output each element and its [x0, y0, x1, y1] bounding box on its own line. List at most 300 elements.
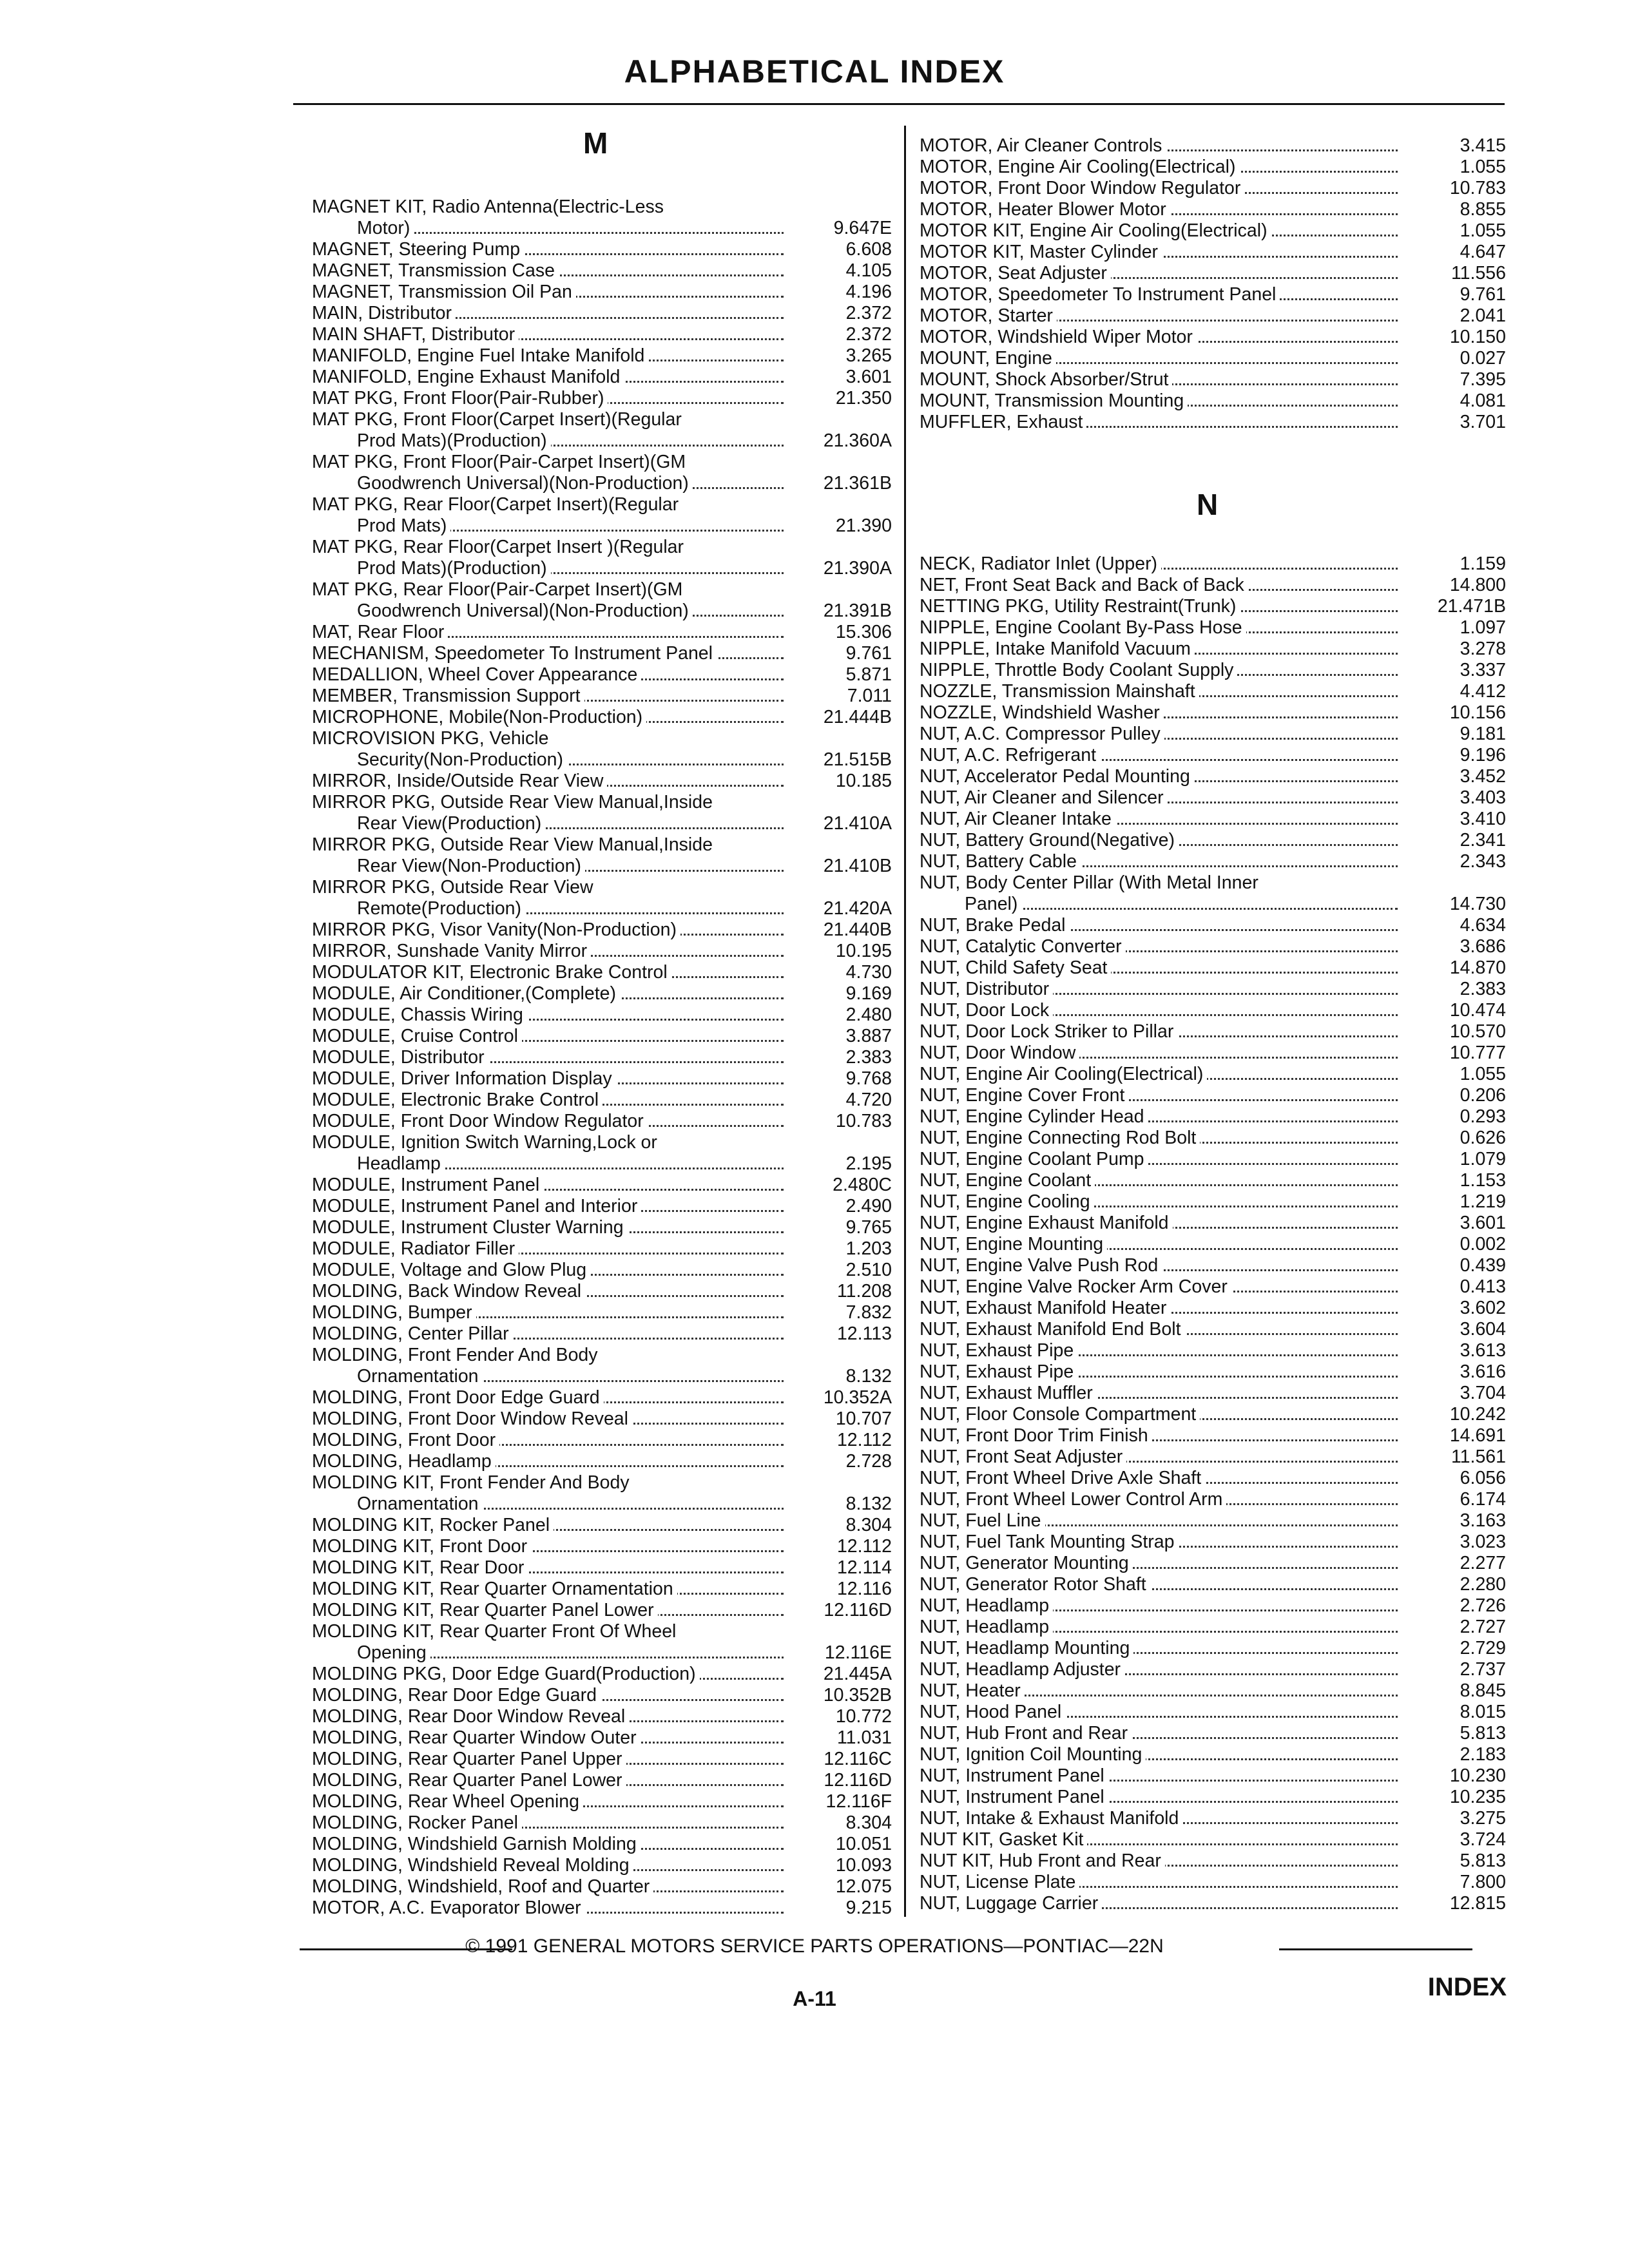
index-entry-text: NUT, Engine Cooling [920, 1191, 1094, 1212]
index-entry-page: 1.055 [1460, 220, 1506, 241]
index-entry-text: MEDALLION, Wheel Cover Appearance [312, 664, 641, 685]
index-entry-text: MOLDING, Center Pillar [312, 1323, 513, 1344]
index-entry-text: NUT, Generator Mounting [920, 1553, 1133, 1573]
index-entry-text: MOLDING, Rear Quarter Window Outer [312, 1727, 641, 1748]
index-entry-page: 3.704 [1460, 1383, 1506, 1403]
index-entry-page: 1.159 [1460, 553, 1506, 574]
index-entry-text: MOTOR, Starter [920, 305, 1057, 326]
index-entry-page: 2.372 [845, 324, 892, 345]
index-entry-text: MODULE, Chassis Wiring [312, 1004, 527, 1025]
index-entry [920, 1468, 1506, 1489]
index-entry-text: MOLDING, Rear Quarter Panel Upper [312, 1749, 626, 1769]
index-entry-text: NUT KIT, Gasket Kit [920, 1829, 1087, 1850]
index-entry [920, 575, 1506, 596]
index-entry-page: 10.783 [835, 1111, 892, 1131]
index-entry [312, 1366, 892, 1387]
index-entry-page: 12.113 [836, 1323, 892, 1344]
index-entry-page: 2.280 [1460, 1574, 1506, 1595]
index-entry-page: 12.116 [836, 1579, 892, 1599]
index-entry [920, 1680, 1506, 1702]
index-entry-text: NOZZLE, Transmission Mainshaft [920, 681, 1199, 702]
index-entry-text: MOTOR, Air Cleaner Controls [920, 135, 1166, 156]
index-entry-page: 5.871 [845, 664, 892, 685]
index-entry-text: NUT, Battery Cable [920, 851, 1081, 872]
index-entry-text: NET, Front Seat Back and Back of Back [920, 575, 1248, 595]
index-entry-text: NUT, Engine Coolant [920, 1170, 1095, 1191]
index-entry-text: MIRROR PKG, Outside Rear View [312, 877, 597, 898]
index-entry-page: 10.772 [835, 1706, 892, 1727]
index-entry [312, 1068, 892, 1090]
index-entry-text: MODULE, Voltage and Glow Plug [312, 1260, 590, 1280]
index-entry-page: 8.132 [845, 1494, 892, 1514]
index-entry [312, 282, 892, 303]
index-entry-page: 2.480C [833, 1175, 892, 1195]
index-entry-page: 3.604 [1460, 1319, 1506, 1340]
index-entry [920, 979, 1506, 1000]
index-entry-page: 2.343 [1460, 851, 1506, 872]
index-entry-page: 7.395 [1460, 369, 1506, 390]
index-entry [920, 1255, 1506, 1276]
index-entry-page: 14.800 [1449, 575, 1506, 595]
index-entry-page: 11.556 [1451, 263, 1506, 284]
index-entry-text: MAT PKG, Front Floor(Carpet Insert)(Regular [312, 409, 686, 430]
index-entry-page: 0.413 [1460, 1276, 1506, 1297]
index-entry [312, 1685, 892, 1706]
index-entry [312, 643, 892, 664]
index-entry-text: MOUNT, Engine [920, 348, 1056, 369]
index-entry-page: 3.452 [1460, 766, 1506, 787]
index-entry-page: 12.112 [836, 1430, 892, 1450]
index-entry-page: 21.410B [823, 856, 892, 876]
index-entry [920, 1893, 1506, 1914]
index-entry-text: NUT KIT, Hub Front and Rear [920, 1850, 1165, 1871]
index-entry [312, 1770, 892, 1791]
index-entry [312, 877, 892, 898]
index-entry-text: Panel) [965, 894, 1021, 914]
index-entry-page: 21.410A [823, 813, 892, 834]
index-entry-page: 3.887 [845, 1026, 892, 1046]
index-entry-page: 9.215 [845, 1898, 892, 1918]
index-entry-page: 2.383 [1460, 979, 1506, 999]
index-entry-text: MAT PKG, Front Floor(Pair-Carpet Insert)(GM [312, 452, 689, 472]
section-label: INDEX [1427, 1973, 1507, 2001]
index-entry [312, 771, 892, 792]
right-column-index-top [920, 135, 1506, 433]
index-entry [312, 1579, 892, 1600]
index-entry-text: MIRROR PKG, Visor Vanity(Non-Production) [312, 919, 680, 940]
index-entry-text: MOLDING, Headlamp [312, 1451, 496, 1472]
index-entry [312, 664, 892, 686]
index-entry [920, 681, 1506, 702]
index-entry [920, 1744, 1506, 1765]
index-entry-text: NUT, Floor Console Compartment [920, 1404, 1200, 1425]
index-entry-page: 12.116D [824, 1770, 892, 1791]
index-entry [312, 813, 892, 834]
index-entry-text: MICROVISION PKG, Vehicle [312, 728, 552, 749]
index-entry [920, 305, 1506, 327]
index-entry [920, 766, 1506, 787]
index-entry [920, 284, 1506, 305]
index-entry-page: 5.813 [1460, 1723, 1506, 1744]
index-entry-page: 3.601 [1460, 1213, 1506, 1233]
index-entry [920, 1170, 1506, 1191]
index-entry [312, 919, 892, 941]
index-entry [312, 1345, 892, 1366]
index-entry-text: NUT, A.C. Compressor Pulley [920, 724, 1164, 744]
index-entry [920, 1659, 1506, 1680]
index-entry-page: 9.768 [845, 1068, 892, 1089]
index-entry-text: MOLDING, Rear Quarter Panel Lower [312, 1770, 626, 1791]
index-entry-page: 3.275 [1460, 1808, 1506, 1829]
index-entry-page: 2.726 [1460, 1595, 1506, 1616]
index-entry-text: NUT, Hub Front and Rear [920, 1723, 1132, 1744]
index-entry [312, 1664, 892, 1685]
index-entry [312, 1175, 892, 1196]
index-entry-page: 2.183 [1460, 1744, 1506, 1765]
index-entry-text: NUT, Body Center Pillar (With Metal Inner [920, 872, 1262, 893]
index-entry-text: NUT, Exhaust Muffler [920, 1383, 1097, 1403]
index-entry [920, 872, 1506, 894]
index-entry-page: 0.626 [1460, 1128, 1506, 1148]
index-entry-page: 0.206 [1460, 1085, 1506, 1106]
index-entry-text: NUT, Instrument Panel [920, 1787, 1108, 1807]
index-entry-text: NIPPLE, Engine Coolant By-Pass Hose [920, 617, 1246, 638]
index-entry [312, 197, 892, 218]
index-entry [920, 1404, 1506, 1425]
index-entry-text: MOLDING KIT, Rear Door [312, 1557, 528, 1578]
index-entry [920, 1872, 1506, 1893]
index-entry-text: NUT, Engine Cylinder Head [920, 1106, 1148, 1127]
index-entry [920, 617, 1506, 639]
index-entry-text: NUT, Ignition Coil Mounting [920, 1744, 1146, 1765]
index-entry [920, 596, 1506, 617]
index-entry-page: 3.686 [1460, 936, 1506, 957]
index-entry-page: 2.341 [1460, 830, 1506, 850]
index-entry-page: 7.800 [1460, 1872, 1506, 1892]
index-entry-text: NUT, Luggage Carrier [920, 1893, 1102, 1914]
index-entry [920, 851, 1506, 872]
index-entry [312, 1132, 892, 1153]
index-entry-page: 21.391B [823, 601, 892, 621]
index-entry [312, 1876, 892, 1898]
index-entry [312, 1260, 892, 1281]
index-entry-text: MAT PKG, Rear Floor(Pair-Carpet Insert)(GM [312, 579, 686, 600]
index-entry-text: MAT PKG, Rear Floor(Carpet Insert)(Regular [312, 494, 682, 515]
index-entry [920, 1723, 1506, 1744]
index-entry-text: NUT, Engine Valve Rocker Arm Cover [920, 1276, 1231, 1297]
index-entry-text: MODULE, Air Conditioner,(Complete) [312, 983, 620, 1004]
index-entry [920, 787, 1506, 809]
index-entry [312, 962, 892, 983]
index-entry-text: MOUNT, Shock Absorber/Strut [920, 369, 1172, 390]
index-entry-page: 21.445A [823, 1664, 892, 1684]
index-entry-page: 0.027 [1460, 348, 1506, 369]
index-entry [920, 1808, 1506, 1829]
index-entry-text: Rear View(Production) [357, 813, 545, 834]
index-entry [920, 830, 1506, 851]
index-entry-text: MOLDING KIT, Rocker Panel [312, 1515, 554, 1535]
index-entry-page: 21.361B [823, 473, 892, 494]
index-entry-text: Goodwrench Universal)(Non-Production) [357, 473, 693, 494]
index-entry-text: MIRROR, Sunshade Vanity Mirror [312, 941, 591, 961]
index-entry-page: 21.440B [823, 919, 892, 940]
index-entry-text: NUT, Engine Valve Push Rod [920, 1255, 1162, 1276]
index-entry-page: 4.196 [845, 282, 892, 302]
index-entry-text: NETTING PKG, Utility Restraint(Trunk) [920, 596, 1240, 617]
index-entry-text: NUT, Door Lock [920, 1000, 1053, 1021]
right-column-index-bottom [920, 553, 1506, 1914]
index-entry [312, 324, 892, 345]
index-entry-text: MUFFLER, Exhaust [920, 412, 1086, 432]
index-entry-page: 9.647E [833, 218, 892, 238]
index-entry-text: MANIFOLD, Engine Fuel Intake Manifold [312, 345, 648, 366]
index-entry-text: NUT, Generator Rotor Shaft [920, 1574, 1150, 1595]
index-entry-page: 3.616 [1460, 1361, 1506, 1382]
index-entry-page: 21.390 [835, 515, 892, 536]
index-entry-text: Headlamp [357, 1153, 445, 1174]
index-entry-page: 21.420A [823, 898, 892, 919]
index-entry [920, 724, 1506, 745]
index-entry [312, 1706, 892, 1727]
index-entry-text: NUT, Child Safety Seat [920, 957, 1111, 978]
index-entry [920, 220, 1506, 242]
index-entry-page: 2.041 [1460, 305, 1506, 326]
index-entry-page: 11.031 [836, 1727, 892, 1748]
index-entry-text: NUT, Engine Coolant Pump [920, 1149, 1148, 1169]
index-entry-page: 2.727 [1460, 1617, 1506, 1637]
index-entry-page: 4.720 [845, 1090, 892, 1110]
index-entry-page: 21.471B [1437, 596, 1506, 617]
index-entry-page: 6.056 [1460, 1468, 1506, 1488]
index-entry-text: NUT, Front Wheel Lower Control Arm [920, 1489, 1226, 1510]
section-letter-m: M [583, 126, 608, 160]
index-entry-text: MIRROR PKG, Outside Rear View Manual,Inside [312, 792, 717, 812]
left-column-index [312, 197, 892, 1919]
index-entry-text: MOTOR, A.C. Evaporator Blower [312, 1898, 585, 1918]
index-entry [920, 348, 1506, 369]
index-entry [920, 1319, 1506, 1340]
index-entry-page: 3.278 [1460, 639, 1506, 659]
index-entry [312, 622, 892, 643]
index-entry [920, 157, 1506, 178]
index-entry [312, 1281, 892, 1302]
index-entry [312, 1536, 892, 1557]
index-entry-page: 1.219 [1460, 1191, 1506, 1212]
index-entry-page: 10.352A [823, 1387, 892, 1408]
index-entry-page: 12.112 [836, 1536, 892, 1557]
footer-rule-right [1279, 1948, 1472, 1950]
footer-copyright: © 1991 GENERAL MOTORS SERVICE PARTS OPERATIONS—PONTIAC—22N [465, 1936, 1164, 1957]
index-entry-page: 0.439 [1460, 1255, 1506, 1276]
index-entry-text: MOLDING, Rocker Panel [312, 1812, 522, 1833]
index-entry-text: Ornamentation [357, 1494, 483, 1514]
index-entry-page: 12.114 [836, 1557, 892, 1578]
index-entry-page: 2.510 [845, 1260, 892, 1280]
index-entry [920, 1149, 1506, 1170]
index-entry [312, 1557, 892, 1579]
index-entry [312, 1791, 892, 1812]
index-entry [312, 1004, 892, 1026]
index-entry-text: NUT, Battery Ground(Negative) [920, 830, 1179, 850]
index-entry-page: 8.015 [1460, 1702, 1506, 1722]
index-entry-page: 2.277 [1460, 1553, 1506, 1573]
index-entry [920, 894, 1506, 915]
index-entry-text: NUT, Engine Cover Front [920, 1085, 1128, 1106]
index-entry-text: MAIN SHAFT, Distributor [312, 324, 519, 345]
index-entry-text: MAGNET, Transmission Case [312, 260, 559, 281]
index-entry-page: 11.208 [836, 1281, 892, 1302]
index-entry-page: 10.707 [835, 1408, 892, 1429]
index-entry-page: 4.647 [1460, 242, 1506, 262]
index-entry-text: MODULE, Driver Information Display [312, 1068, 616, 1089]
index-entry [312, 834, 892, 856]
index-entry-text: NUT, Headlamp Adjuster [920, 1659, 1124, 1680]
index-entry [312, 1621, 892, 1642]
index-entry-text: MAGNET KIT, Radio Antenna(Electric-Less [312, 197, 668, 217]
index-entry [312, 1196, 892, 1217]
index-entry [920, 1298, 1506, 1319]
index-entry [312, 1302, 892, 1323]
index-entry [920, 1064, 1506, 1085]
index-entry-page: 8.304 [845, 1515, 892, 1535]
index-entry [920, 639, 1506, 660]
index-entry-text: NUT, Headlamp [920, 1595, 1053, 1616]
index-entry [920, 1765, 1506, 1787]
index-entry-text: NOZZLE, Windshield Washer [920, 702, 1164, 723]
index-entry-page: 2.729 [1460, 1638, 1506, 1658]
index-entry [920, 1510, 1506, 1532]
index-entry [920, 327, 1506, 348]
index-entry-page: 10.185 [835, 771, 892, 791]
index-entry [920, 199, 1506, 220]
index-entry-text: MOLDING, Windshield Garnish Molding [312, 1834, 641, 1854]
index-entry-page: 10.150 [1449, 327, 1506, 347]
index-entry [312, 941, 892, 962]
index-entry-text: MOUNT, Transmission Mounting [920, 390, 1188, 411]
index-entry [920, 702, 1506, 724]
index-entry-page: 9.169 [845, 983, 892, 1004]
index-entry-text: Prod Mats)(Production) [357, 430, 551, 451]
index-entry [920, 412, 1506, 433]
index-entry-text: NUT, Exhaust Manifold End Bolt [920, 1319, 1185, 1340]
index-entry-page: 6.608 [845, 239, 892, 260]
index-entry [312, 1600, 892, 1621]
index-entry-page: 12.116D [824, 1600, 892, 1620]
index-entry-text: MODULE, Cruise Control [312, 1026, 522, 1046]
index-entry-text: MEMBER, Transmission Support [312, 686, 584, 706]
index-entry-text: MOLDING, Rear Door Window Reveal [312, 1706, 629, 1727]
index-entry-text: MOLDING, Back Window Reveal [312, 1281, 585, 1302]
index-entry [312, 494, 892, 515]
index-entry-text: MOLDING, Front Door Edge Guard [312, 1387, 604, 1408]
index-entry [920, 1850, 1506, 1872]
index-entry-text: NUT, License Plate [920, 1872, 1079, 1892]
index-entry-page: 0.002 [1460, 1234, 1506, 1254]
index-entry-text: NUT, A.C. Refrigerant [920, 745, 1100, 765]
index-entry-page: 4.105 [845, 260, 892, 281]
index-entry [920, 1276, 1506, 1298]
index-entry-page: 4.634 [1460, 915, 1506, 936]
index-entry-text: Security(Non-Production) [357, 749, 567, 770]
index-entry [920, 1553, 1506, 1574]
index-entry [312, 473, 892, 494]
index-entry-text: NUT, Door Window [920, 1043, 1079, 1063]
index-entry-page: 2.195 [845, 1153, 892, 1174]
index-entry-text: NECK, Radiator Inlet (Upper) [920, 553, 1161, 574]
index-entry-text: MOTOR KIT, Engine Air Cooling(Electrical) [920, 220, 1271, 241]
index-entry-text: MIRROR PKG, Outside Rear View Manual,Inside [312, 834, 717, 855]
index-entry [920, 1829, 1506, 1850]
index-entry [312, 749, 892, 771]
index-entry [920, 660, 1506, 681]
index-entry [920, 1383, 1506, 1404]
index-entry-text: MOLDING, Windshield Reveal Molding [312, 1855, 633, 1876]
index-entry-page: 7.832 [845, 1302, 892, 1323]
index-entry [920, 1021, 1506, 1043]
index-entry [920, 915, 1506, 936]
index-entry-text: MODULATOR KIT, Electronic Brake Control [312, 962, 671, 983]
index-entry-page: 1.055 [1460, 157, 1506, 177]
index-entry [920, 1340, 1506, 1361]
index-entry [312, 558, 892, 579]
index-entry [312, 1047, 892, 1068]
index-entry-text: MANIFOLD, Engine Exhaust Manifold [312, 367, 624, 387]
index-entry-page: 2.480 [845, 1004, 892, 1025]
index-entry [312, 367, 892, 388]
index-entry-page: 4.730 [845, 962, 892, 983]
index-entry [920, 1000, 1506, 1021]
index-entry-page: 2.728 [845, 1451, 892, 1472]
index-entry-text: Prod Mats)(Production) [357, 558, 551, 579]
index-entry-page: 10.093 [835, 1855, 892, 1876]
index-entry [920, 1213, 1506, 1234]
index-entry-page: 2.737 [1460, 1659, 1506, 1680]
index-entry-text: NUT, Brake Pedal [920, 915, 1070, 936]
index-entry [312, 1727, 892, 1749]
section-letter-n: N [1197, 488, 1219, 521]
index-entry-text: MODULE, Instrument Panel [312, 1175, 543, 1195]
title-rule [293, 103, 1505, 105]
index-entry-text: MOLDING, Rear Door Edge Guard [312, 1685, 601, 1706]
index-entry-page: 3.602 [1460, 1298, 1506, 1318]
index-entry [312, 1494, 892, 1515]
index-entry [312, 303, 892, 324]
index-entry-page: 2.490 [845, 1196, 892, 1216]
index-entry-text: MODULE, Distributor [312, 1047, 488, 1068]
index-entry-page: 2.372 [845, 303, 892, 323]
index-entry-page: 3.601 [845, 367, 892, 387]
index-entry-text: MOTOR, Heater Blower Motor [920, 199, 1170, 220]
index-entry-page: 1.203 [845, 1238, 892, 1259]
index-entry-text: NUT, Fuel Line [920, 1510, 1045, 1531]
index-entry [312, 1408, 892, 1430]
index-entry-text: MOTOR, Seat Adjuster [920, 263, 1111, 284]
index-entry-page: 11.561 [1451, 1446, 1506, 1467]
index-entry-text: MOLDING KIT, Front Fender And Body [312, 1472, 633, 1493]
index-entry-page: 14.870 [1449, 957, 1506, 978]
index-entry-text: NUT, Exhaust Manifold Heater [920, 1298, 1170, 1318]
index-entry-text: Rear View(Non-Production) [357, 856, 585, 876]
index-entry [312, 898, 892, 919]
index-entry [920, 1191, 1506, 1213]
index-entry-page: 9.761 [845, 643, 892, 664]
index-entry-page: 2.383 [845, 1047, 892, 1068]
index-entry-text: MODULE, Instrument Cluster Warning [312, 1217, 628, 1238]
index-entry-page: 10.474 [1449, 1000, 1506, 1021]
index-entry-page: 9.196 [1460, 745, 1506, 765]
index-entry [312, 728, 892, 749]
index-entry-page: 10.235 [1449, 1787, 1506, 1807]
